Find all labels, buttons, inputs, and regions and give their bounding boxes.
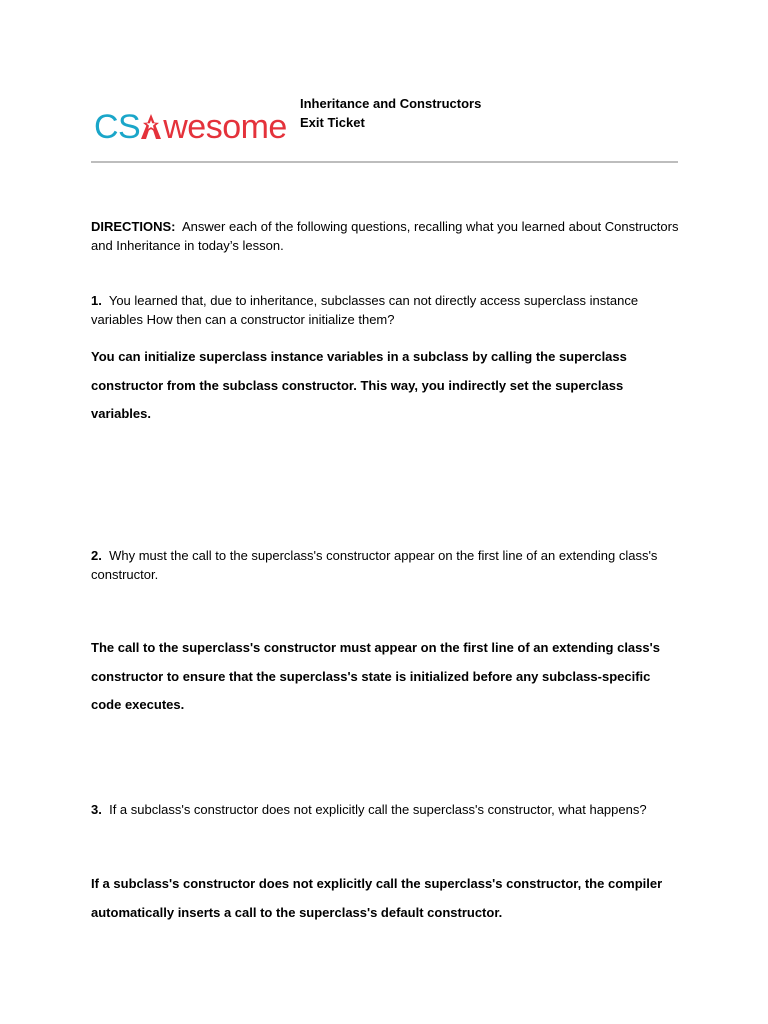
question-2-number: 2. <box>91 548 102 563</box>
directions-text: Answer each of the following questions, recalling what you learned about Constructors and Inheritance in today’s lesson. <box>91 219 679 253</box>
question-2-text: Why must the call to the superclass's constructor appear on the first line of an extending class's constructor. <box>91 548 658 582</box>
question-1-text: You learned that, due to inheritance, subclasses can not directly access superclass instance variables How then can a constructor initialize them? <box>91 293 639 327</box>
document-subtitle: Exit Ticket <box>300 115 365 130</box>
question-1-number: 1. <box>91 293 102 308</box>
question-3-text: If a subclass's constructor does not explicitly call the superclass's constructor, what happens? <box>109 802 647 817</box>
question-3 <box>91 800 681 819</box>
answer-1: You can initialize superclass instance variables in a subclass by calling the superclass constructor from the subclass constructor. This way, you indirectly set the superclass variables. <box>91 349 627 421</box>
header-divider <box>91 161 678 163</box>
answer-2: The call to the superclass's constructor must appear on the first line of an extending class's constructor to ensure that the superclass's state is initialized before any subclass-specific code executes. <box>91 640 660 712</box>
question-1 <box>91 291 681 329</box>
directions-label: DIRECTIONS: <box>91 219 176 234</box>
answer-3: If a subclass's constructor does not explicitly call the superclass's constructor, the compiler automatically inserts a call to the superclass's default constructor. <box>91 876 663 920</box>
logo-a-mark-icon <box>140 112 162 140</box>
csawesome-logo <box>94 107 287 147</box>
question-3-number: 3. <box>91 802 102 817</box>
logo-text-cs: CS <box>94 108 141 146</box>
document-title: Inheritance and Constructors <box>300 96 482 111</box>
header-titles <box>300 94 481 132</box>
logo-text-rest: wesome <box>163 108 287 146</box>
directions-block <box>91 217 681 255</box>
question-2 <box>91 546 681 584</box>
